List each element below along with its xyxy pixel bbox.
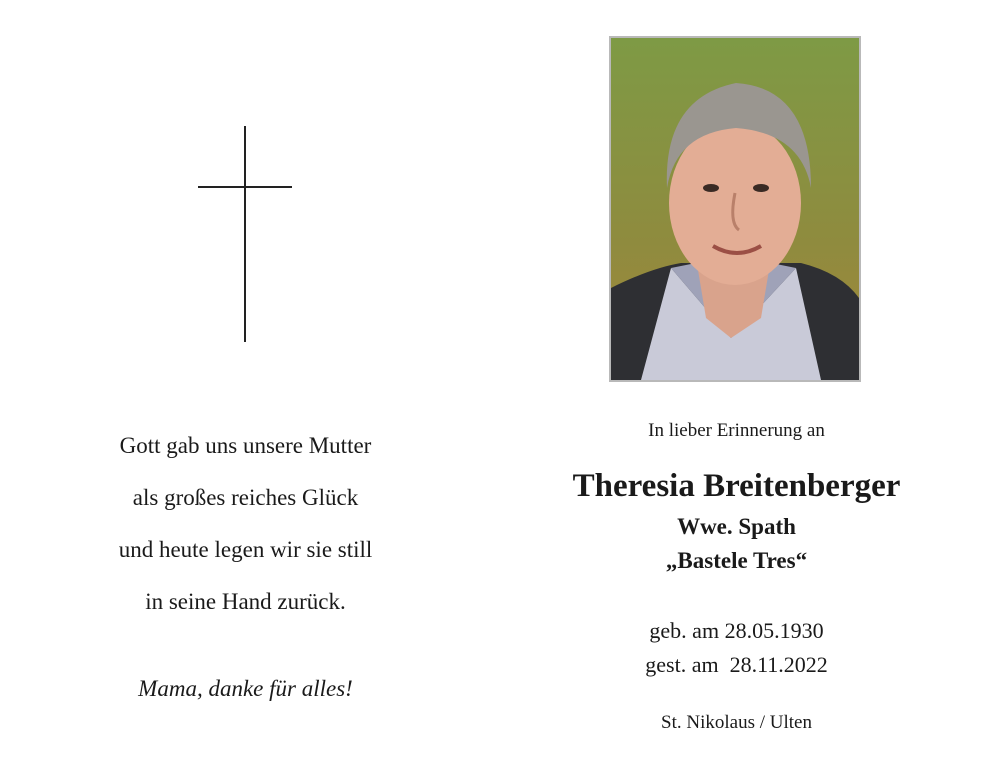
birth-date: geb. am 28.05.1930 bbox=[649, 618, 824, 643]
poem bbox=[0, 420, 491, 628]
death-date: gest. am 28.11.2022 bbox=[645, 652, 828, 677]
cross-icon bbox=[198, 126, 292, 342]
place: St. Nikolaus / Ulten bbox=[661, 712, 812, 733]
poem-line: in seine Hand zurück. bbox=[145, 589, 346, 614]
life-dates bbox=[491, 614, 982, 682]
portrait-photo bbox=[609, 36, 861, 382]
poem-line: und heute legen wir sie still bbox=[118, 537, 373, 562]
right-panel bbox=[491, 0, 982, 772]
deceased-name: Theresia Breitenberger bbox=[572, 468, 901, 504]
closing-line: Mama, danke für alles! bbox=[138, 676, 353, 701]
poem-line: als großes reiches Glück bbox=[132, 485, 359, 510]
nickname: „Bastele Tres“ bbox=[665, 548, 808, 573]
intro-text: In lieber Erinnerung an bbox=[648, 420, 825, 441]
widow-of: Wwe. Spath bbox=[677, 514, 796, 539]
poem-line: Gott gab uns unsere Mutter bbox=[119, 433, 372, 458]
